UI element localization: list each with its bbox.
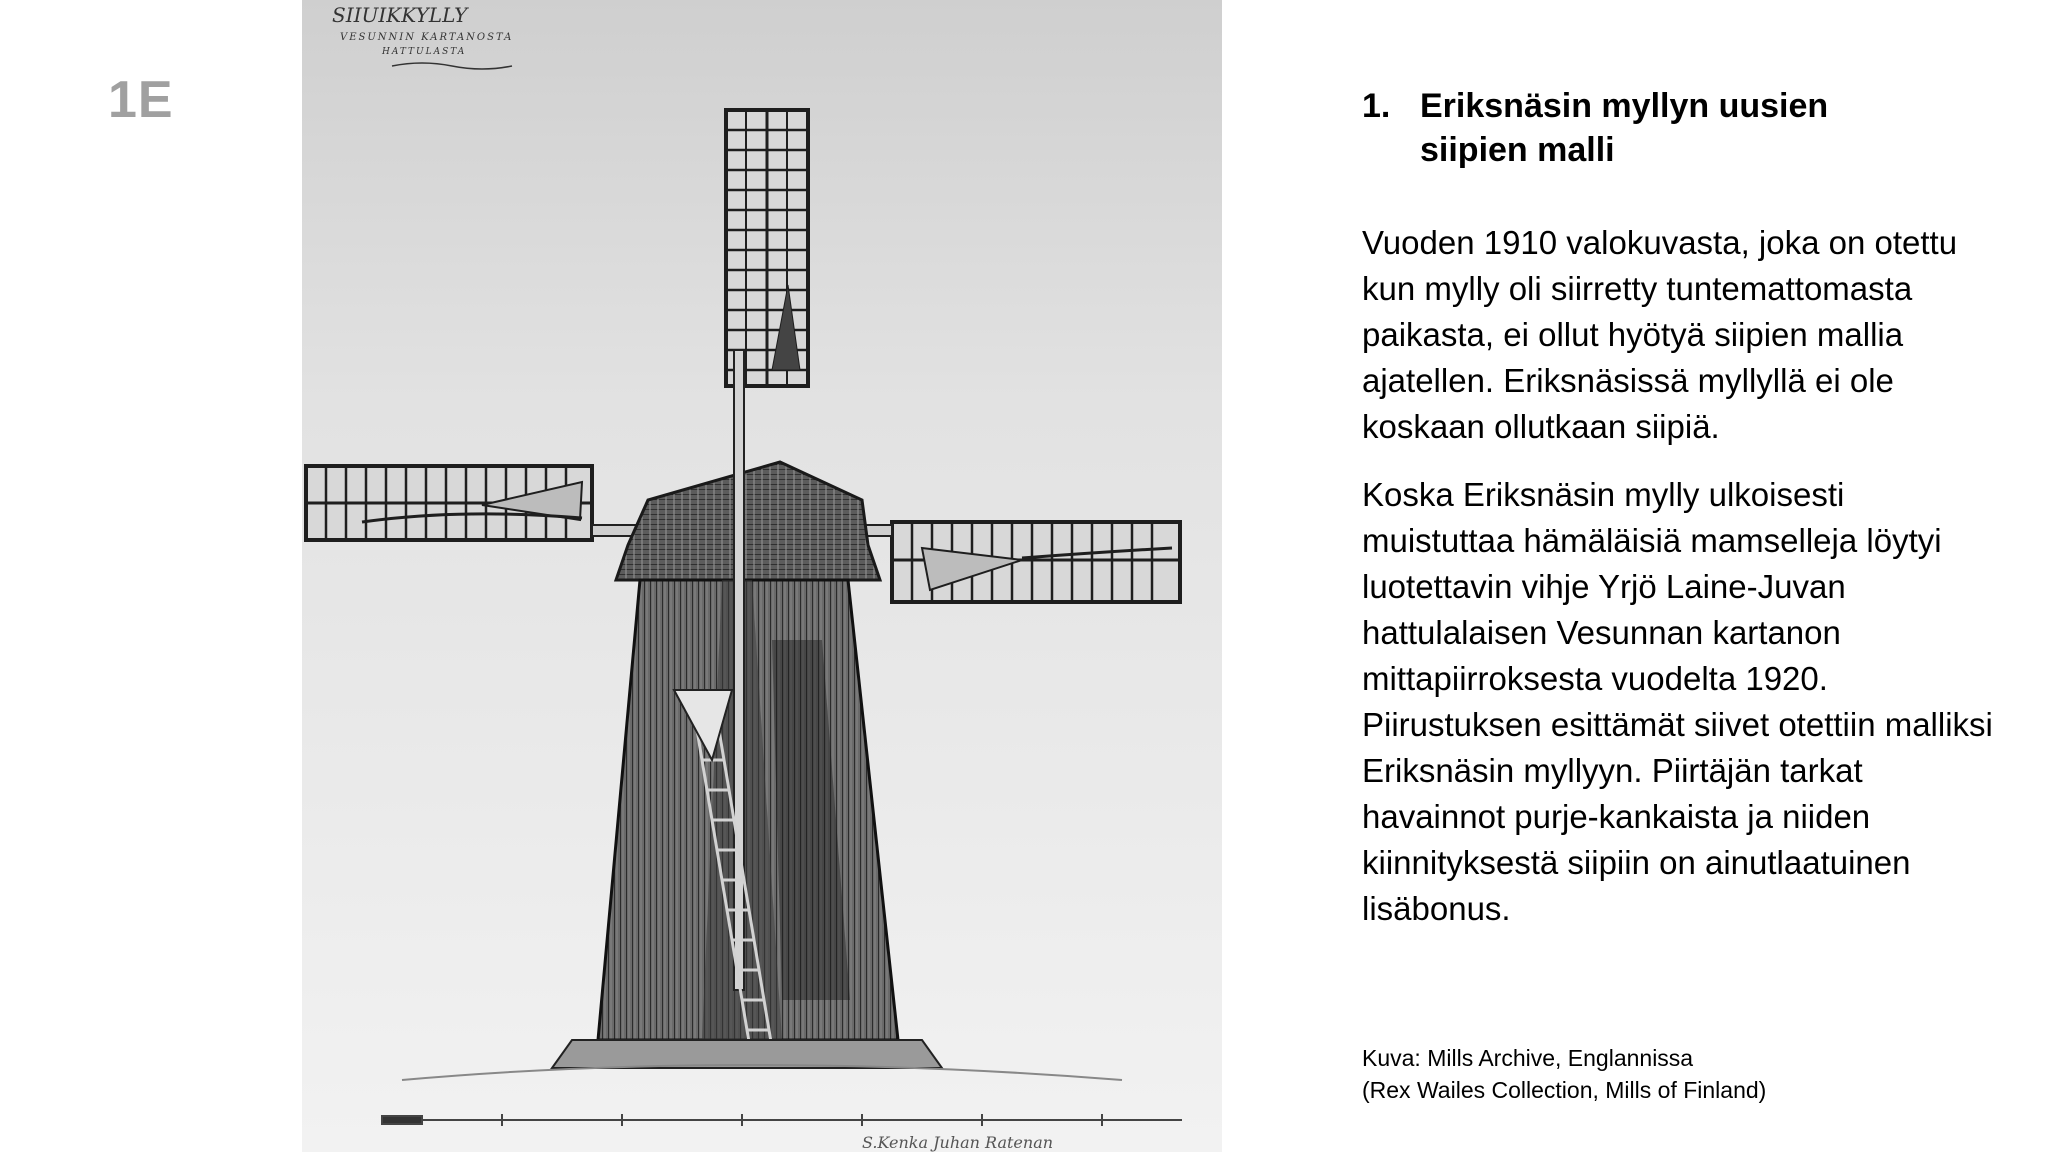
heading-title: Eriksnäsin myllyn uusien siipien malli xyxy=(1420,87,1829,169)
paragraph-2: Koska Eriksnäsin mylly ulkoisesti muistuttaa hämäläisiä mamselleja löytyi luotettavin vihje Yrjö Laine-Juvan hattulalaisen Vesunnan kartanon mittapiirroksesta vuodelta 1920. Piirustuksen esittämät siivet otettiin malliksi Eriksnäsin myllyyn. Piirtäjän tarkat havainnot purje-kankaista ja niiden kiinnityksestä siipiin on ainutlaatuinen lisäbonus. xyxy=(1362,476,1993,927)
drawing-caption-title: SIIUIKKYLLY xyxy=(332,3,468,27)
drawing-caption-line2: VESUNNIN KARTANOSTA xyxy=(340,32,514,43)
credit-line-1: Kuva: Mills Archive, Englannissa xyxy=(1362,1045,1694,1071)
description-panel xyxy=(1362,84,2002,954)
drawing-caption-line3: HATTULASTA xyxy=(382,47,467,57)
left-sail xyxy=(306,466,592,540)
heading xyxy=(1362,84,2002,172)
image-credit xyxy=(1362,1042,2002,1106)
right-sail xyxy=(892,522,1180,602)
top-sail xyxy=(726,110,808,386)
drawing-signature: S.Kenka Juhan Ratenan xyxy=(862,1133,1054,1152)
credit-line-2: (Rex Wailes Collection, Mills of Finland) xyxy=(1362,1077,1767,1103)
windmill-drawing-image xyxy=(302,0,1222,1152)
windmill-drawing xyxy=(302,0,1222,1152)
slide-code: 1E xyxy=(108,71,174,129)
paragraph-1: Vuoden 1910 valokuvasta, joka on otettu kun mylly oli siirretty tuntemattomasta paikasta, ei ollut hyötyä siipien mallia ajatellen. Eriksnäsissä myllyllä ei ole koskaan ollutkaan siipiä. xyxy=(1362,224,1958,445)
heading-number: 1. xyxy=(1362,87,1391,125)
